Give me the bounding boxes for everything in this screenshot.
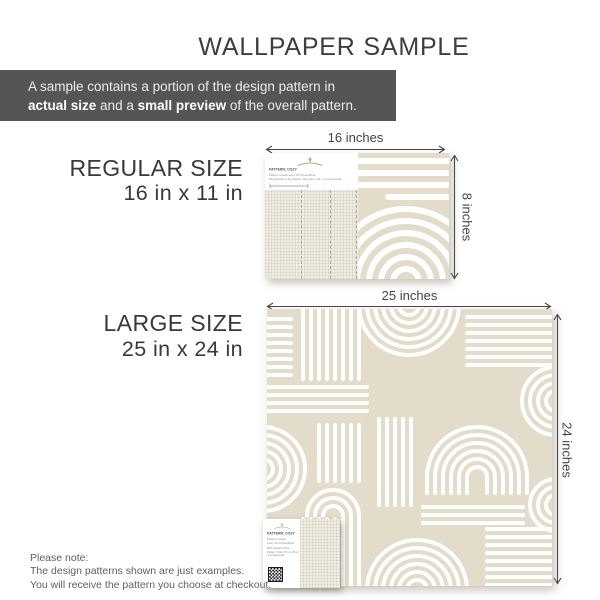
banner-line-1: A sample contains a portion of the design pattern in bbox=[28, 78, 335, 94]
large-size-heading: LARGE SIZE bbox=[103, 310, 243, 336]
banner-line-2: actual size and a small preview of the overall pattern. bbox=[28, 98, 357, 113]
fine-print-line-2: every 26 inches/White bbox=[267, 541, 295, 545]
fine-print-line-1: Pattern repeats bbox=[267, 538, 286, 541]
regular-size-heading: REGULAR SIZE bbox=[69, 155, 243, 181]
page-title: WALLPAPER SAMPLE bbox=[198, 33, 470, 61]
wallpaper-pattern-regular bbox=[358, 153, 449, 279]
fine-print-line-1: Pattern repeats every 26 inches/White bbox=[269, 174, 316, 177]
banner-bold-actual-size: actual size bbox=[28, 98, 97, 113]
repeat-measure-arrow bbox=[269, 183, 309, 189]
regular-width-label: 16 inches bbox=[327, 130, 384, 145]
brand-logo-icon bbox=[271, 522, 293, 530]
large-height-label: 24 inches bbox=[559, 422, 575, 478]
note-line-1: Please note: bbox=[30, 552, 89, 564]
fine-print-line-3: Mini artwork of the bbox=[267, 547, 290, 550]
mini-preview-texture bbox=[265, 190, 358, 279]
dashed-fold-line bbox=[301, 190, 302, 279]
sample-info-card bbox=[263, 519, 340, 588]
large-width-label: 25 inches bbox=[381, 288, 438, 303]
pattern-code-label: PATTERN: COZY bbox=[267, 532, 295, 536]
large-size-dimensions: 25 in x 24 in bbox=[121, 337, 243, 361]
note-line-3: You will receive the pattern you choose at checkout. bbox=[30, 578, 272, 591]
regular-height-label: 8 inches bbox=[459, 192, 475, 242]
pattern-code-label: PATTERN: COZY bbox=[269, 168, 297, 172]
footer-note bbox=[30, 552, 271, 592]
regular-sample-card bbox=[265, 153, 449, 279]
regular-height-arrow bbox=[450, 154, 459, 280]
mini-preview-texture bbox=[300, 519, 340, 588]
dashed-fold-line bbox=[356, 190, 357, 279]
regular-size-dimensions: 16 in x 11 in bbox=[123, 181, 243, 205]
info-banner bbox=[0, 70, 396, 121]
sample-info-header bbox=[265, 153, 358, 190]
note-line-2: The design patterns shown are just examples. bbox=[30, 565, 245, 578]
dashed-fold-line bbox=[330, 190, 331, 279]
fine-print-line-4: Pattern: Size 25 in x 24 in bbox=[267, 550, 299, 554]
brand-logo-icon bbox=[293, 156, 327, 167]
fine-print-line-5: in actual scale bbox=[267, 554, 285, 557]
fine-print-line-2: Mini artwork of the Pattern: Size 16 in x 11 in in actual scale bbox=[269, 178, 342, 181]
banner-bold-small-preview: small preview bbox=[137, 98, 227, 113]
